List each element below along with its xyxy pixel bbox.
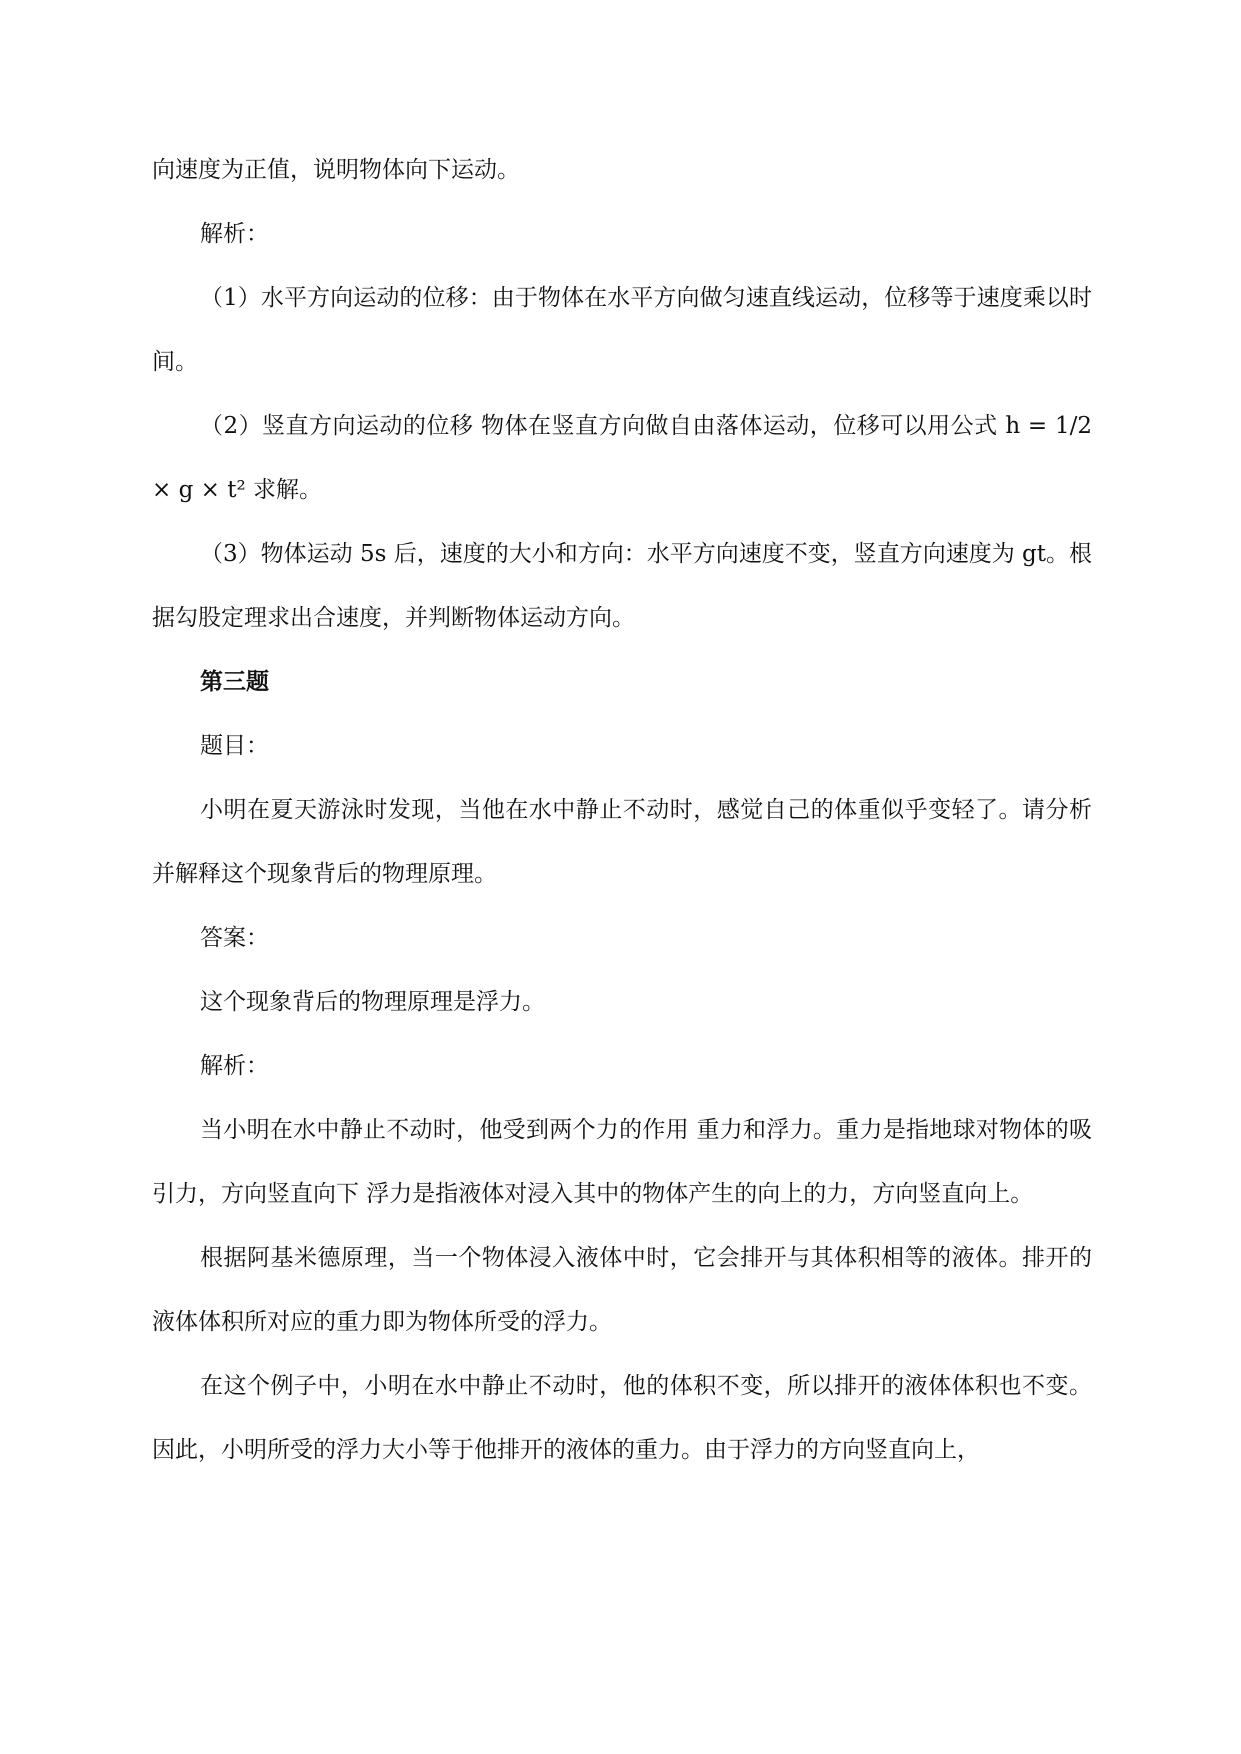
analysis-item-1: （1）水平方向运动的位移：由于物体在水平方向做匀速直线运动，位移等于速度乘以时间。 xyxy=(152,285,1092,375)
answer-text: 这个现象背后的物理原理是浮力。 xyxy=(200,989,545,1015)
analysis-label-2: 解析： xyxy=(200,1053,269,1079)
analysis-paragraph-1: 当小明在水中静止不动时，他受到两个力的作用 重力和浮力。重力是指地球对物体的吸引力，方向竖直向下 浮力是指液体对浸入其中的物体产生的向上的力，方向竖直向上。 xyxy=(152,1117,1092,1207)
paragraph-continuation: 向速度为正值，说明物体向下运动。 xyxy=(152,157,520,183)
analysis-item-2: （2）竖直方向运动的位移 物体在竖直方向做自由落体运动，位移可以用公式 h = 1/2 × g × t² 求解。 xyxy=(152,413,1092,503)
analysis-label: 解析： xyxy=(200,221,269,247)
question-text: 小明在夏天游泳时发现，当他在水中静止不动时，感觉自己的体重似乎变轻了。请分析并解释这个现象背后的物理原理。 xyxy=(152,797,1092,887)
analysis-item-3: （3）物体运动 5s 后，速度的大小和方向：水平方向速度不变，竖直方向速度为 gt。根据勾股定理求出合速度，并判断物体运动方向。 xyxy=(152,541,1092,631)
document-page xyxy=(152,138,1092,1482)
section-heading-question-3: 第三题 xyxy=(200,668,269,695)
question-label: 题目： xyxy=(200,733,269,759)
analysis-paragraph-2: 根据阿基米德原理，当一个物体浸入液体中时，它会排开与其体积相等的液体。排开的液体体积所对应的重力即为物体所受的浮力。 xyxy=(152,1245,1092,1335)
analysis-paragraph-3: 在这个例子中，小明在水中静止不动时，他的体积不变，所以排开的液体体积也不变。因此，小明所受的浮力大小等于他排开的液体的重力。由于浮力的方向竖直向上， xyxy=(152,1373,1092,1463)
answer-label: 答案： xyxy=(200,925,269,951)
